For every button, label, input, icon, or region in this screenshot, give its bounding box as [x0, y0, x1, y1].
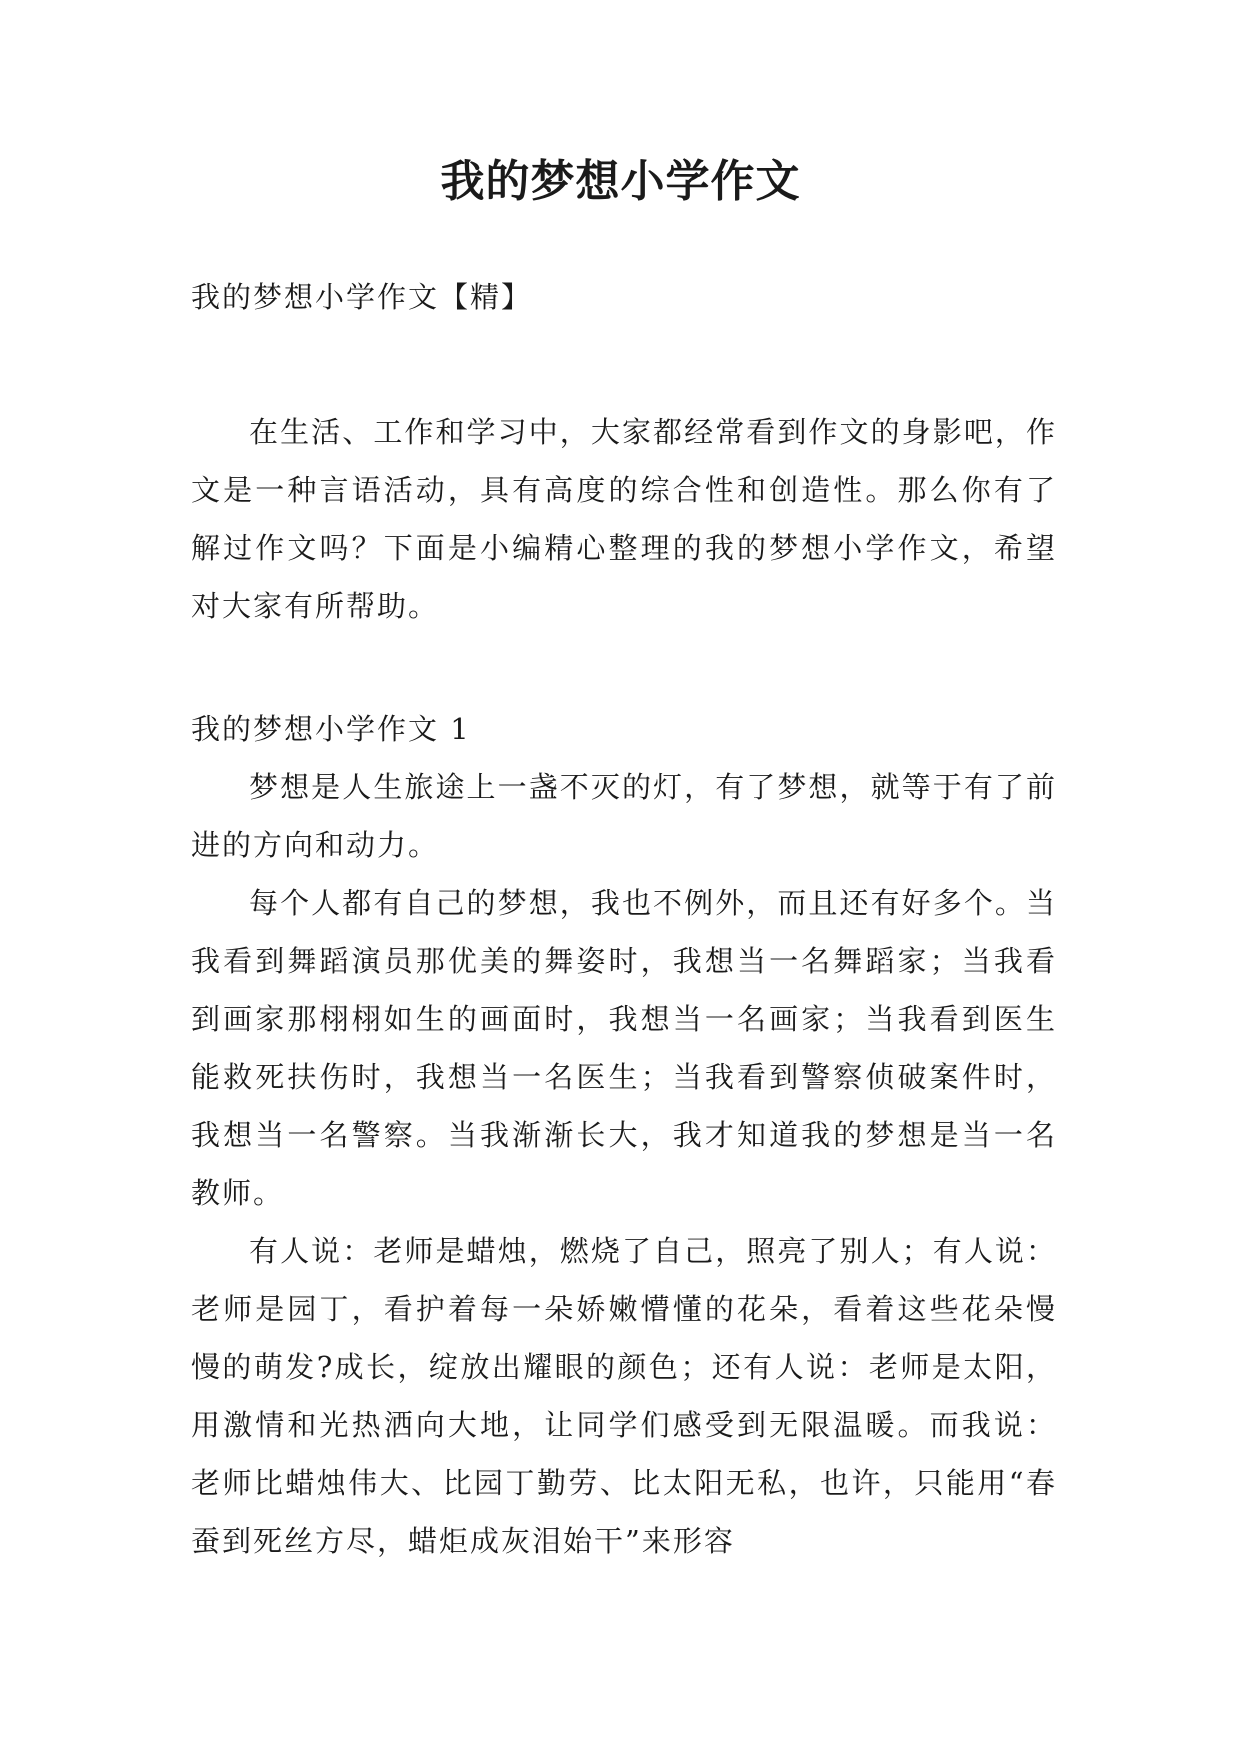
section-heading: 我的梦想小学作文 1: [191, 712, 471, 746]
intro-paragraph: 在生活、工作和学习中，大家都经常看到作文的身影吧，作文是一种言语活动，具有高度的综合性和创造性。那么你有了解过作文吗？下面是小编精心整理的我的梦想小学作文，希望对大家有所帮助。: [191, 415, 1057, 623]
document-subtitle: 我的梦想小学作文【精】: [191, 280, 533, 314]
document-title: 我的梦想小学作文: [440, 156, 801, 207]
body-paragraph-2: 每个人都有自己的梦想，我也不例外，而且还有好多个。当我看到舞蹈演员那优美的舞姿时，我想当一名舞蹈家；当我看到画家那栩栩如生的画面时，我想当一名画家；当我看到医生能救死扶伤时，我想当一名医生；当我看到警察侦破案件时，我想当一名警察。当我渐渐长大，我才知道我的梦想是当一名教师。: [191, 886, 1057, 1210]
body-paragraph-3: 有人说：老师是蜡烛，燃烧了自己，照亮了别人；有人说：老师是园丁，看护着每一朵娇嫩懵懂的花朵，看着这些花朵慢慢的萌发?成长，绽放出耀眼的颜色；还有人说：老师是太阳，用激情和光热洒向大地，让同学们感受到无限温暖。而我说：老师比蜡烛伟大、比园丁勤劳、比太阳无私，也许，只能用“春蚕到死丝方尽，蜡炬成灰泪始干”来形容: [191, 1234, 1057, 1558]
body-paragraph-1: 梦想是人生旅途上一盏不灭的灯，有了梦想，就等于有了前进的方向和动力。: [191, 770, 1057, 862]
